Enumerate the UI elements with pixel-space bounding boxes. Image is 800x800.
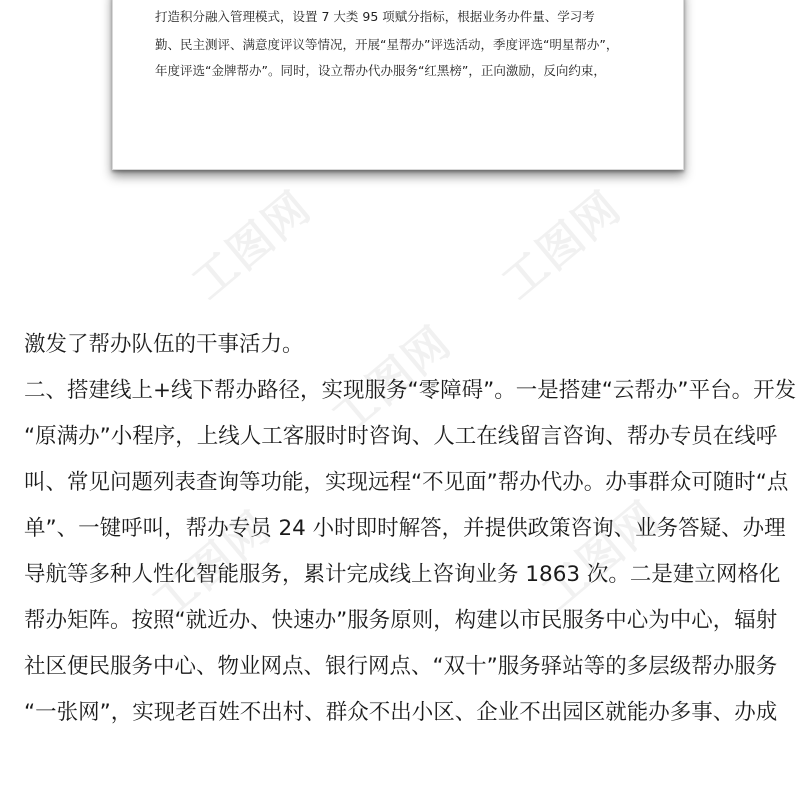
watermark: 工图网 — [182, 181, 322, 310]
paragraph-line: 单”、一键呼叫，帮办专员 24 小时即时解答，并提供政策咨询、业务答疑、办理 — [24, 516, 786, 541]
watermark: 工图网 — [142, 501, 282, 630]
paragraph-line: “原满办”小程序，上线人工客服时时咨询、人工在线留言咨询、帮办专员在线呼 — [24, 424, 778, 449]
paragraph-line: “一张网”，实现老百姓不出村、群众不出小区、企业不出园区就能办多事、办成 — [24, 700, 778, 725]
card-text-line: 打造积分融入管理模式，设置 7 大类 95 项赋分指标，根据业务办件量、学习考 — [155, 9, 595, 24]
paragraph-line: 叫、常见问题列表查询等功能，实现远程“不见面”帮办代办。办事群众可随时“点 — [24, 470, 789, 495]
card-text-line: 勤、民主测评、满意度评议等情况，开展“星帮办”评选活动，季度评选“明星帮办”， — [155, 37, 619, 52]
card-text-line: 年度评选“金牌帮办”。同时，设立帮办代办服务“红黑榜”，正向激励，反向约束， — [155, 63, 606, 78]
paragraph-line: 导航等多种人性化智能服务，累计完成线上咨询业务 1863 次。二是建立网格化 — [24, 562, 781, 587]
watermark: 工图网 — [492, 181, 632, 310]
watermark: 工图网 — [532, 491, 672, 620]
document-body — [24, 322, 797, 736]
paragraph-line: 激发了帮办队伍的干事活力。 — [24, 332, 304, 357]
paragraph-line: 二、搭建线上+线下帮办路径，实现服务“零障碍”。一是搭建“云帮办”平台。开发 — [24, 378, 797, 403]
document-image-card — [112, 0, 684, 170]
paragraph-line: 社区便民服务中心、物业网点、银行网点、“双十”服务驿站等的多层级帮办服务 — [24, 654, 778, 679]
paragraph-line: 帮办矩阵。按照“就近办、快速办”服务原则，构建以市民服务中心为中心，辐射 — [24, 608, 778, 633]
watermark: 工图网 — [322, 316, 462, 445]
